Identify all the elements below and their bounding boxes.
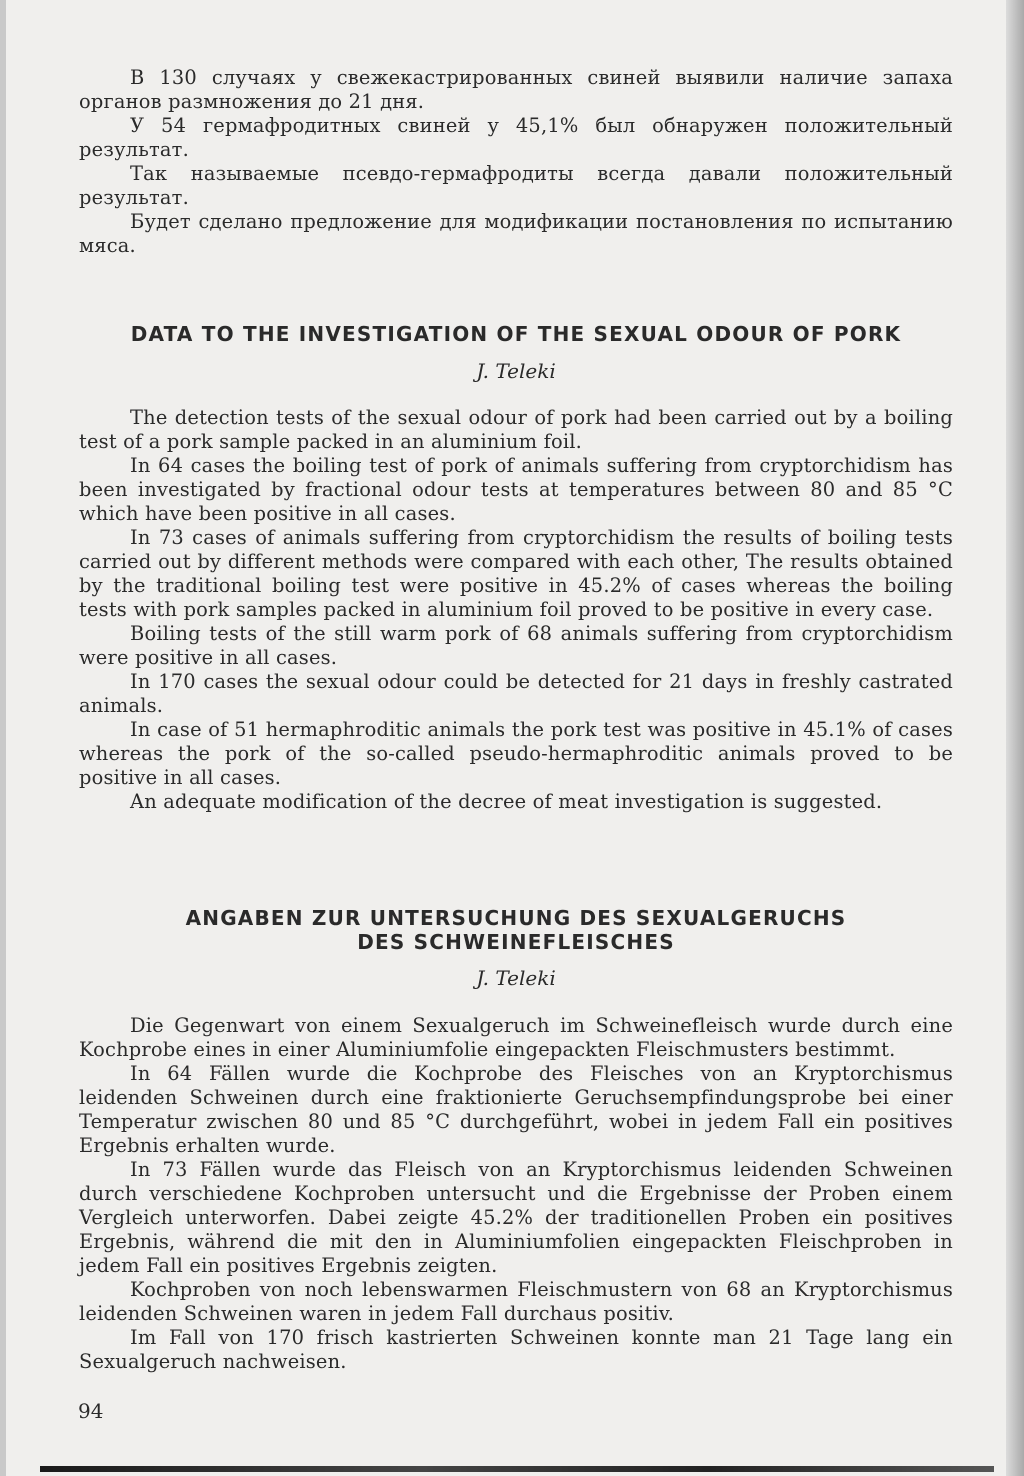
english-paragraph-6: In case of 51 hermaphroditic animals the pork test was positive in 45.1% of cases whereas the pork of the so-called pseudo-hermaphroditic animals proved to be positive in all cases. (79, 718, 953, 789)
russian-paragraph-2: У 54 гермафродитных свиней у 45,1% был обнаружен положительный результат. (79, 114, 953, 161)
russian-paragraph-1: В 130 случаях у свежекастрированных свиней выявили наличие запаха органов размножения до 21 дня. (79, 66, 953, 113)
english-paragraph-2: In 64 cases the boiling test of pork of animals suffering from cryptorchidism has been investigated by fractional odour tests at temperatures between 80 and 85 °C which have been positive in all cases. (79, 454, 953, 525)
german-author: J. Teleki (476, 966, 556, 990)
english-paragraph-1: The detection tests of the sexual odour of pork had been carried out by a boiling test of a pork sample packed in an aluminium foil. (79, 406, 953, 453)
german-paragraph-1: Die Gegenwart von einem Sexualgeruch im Schweinefleisch wurde durch eine Kochprobe eines in einer Aluminiumfolie eingepackten Fleischmusters bestimmt. (79, 1014, 953, 1061)
german-title-line-2: DES SCHWEINEFLEISCHES (357, 930, 675, 954)
german-paragraph-2: In 64 Fällen wurde die Kochprobe des Fleisches von an Kryptorchismus leidenden Schweinen durch eine fraktionierte Geruchsempfindungsprobe bei einer Temperatur zwischen 80 und 85 °C durchgeführt, wobei in jedem Fall ein positives Ergebnis erhalten wurde. (79, 1062, 953, 1157)
german-summary (79, 1014, 953, 1374)
english-paragraph-3: In 73 cases of animals suffering from cryptorchidism the results of boiling tests carried out by different methods were compared with each other, The results obtained by the traditional boiling test were positive in 45.2% of cases whereas the boiling tests with pork samples packed in aluminium foil proved to be positive in every case. (79, 526, 953, 621)
english-author: J. Teleki (476, 359, 556, 383)
english-paragraph-4: Boiling tests of the still warm pork of 68 animals suffering from cryptorchidism were positive in all cases. (79, 622, 953, 669)
english-paragraph-7: An adequate modification of the decree of meat investigation is suggested. (130, 790, 883, 813)
german-paragraph-3: In 73 Fällen wurde das Fleisch von an Kryptorchismus leidenden Schweinen durch verschiedene Kochproben untersucht und die Ergebnisse der Proben einem Vergleich unterworfen. Dabei zeigte 45.2% der traditionellen Proben ein positives Ergebnis, während die mit den in Aluminiumfolien eingepackten Fleischproben in jedem Fall ein positives Ergebnis zeigten. (79, 1158, 953, 1277)
english-summary (79, 406, 953, 814)
german-title-line-1: ANGABEN ZUR UNTERSUCHUNG DES SEXUALGERUCHS (185, 906, 847, 930)
scan-bottom-edge (40, 1466, 994, 1472)
page-left-edge (0, 0, 6, 1476)
russian-paragraph-4: Будет сделано предложение для модификации постановления по испытанию мяса. (79, 210, 953, 257)
page-number: 94 (78, 1399, 104, 1423)
english-title: DATA TO THE INVESTIGATION OF THE SEXUAL ODOUR OF PORK (130, 322, 902, 346)
german-paragraph-4: Kochproben von noch lebenswarmen Fleischmustern von 68 an Kryptorchismus leidenden Schweinen waren in jedem Fall durchaus positiv. (79, 1278, 953, 1325)
german-paragraph-5: Im Fall von 170 frisch kastrierten Schweinen konnte man 21 Tage lang ein Sexualgeruch nachweisen. (79, 1326, 953, 1373)
russian-summary (79, 66, 953, 258)
page-right-edge (1006, 0, 1024, 1476)
russian-paragraph-3: Так называемые псевдо-гермафродиты всегда давали положительный результат. (79, 162, 953, 209)
english-paragraph-5: In 170 cases the sexual odour could be detected for 21 days in freshly castrated animals. (79, 670, 953, 717)
